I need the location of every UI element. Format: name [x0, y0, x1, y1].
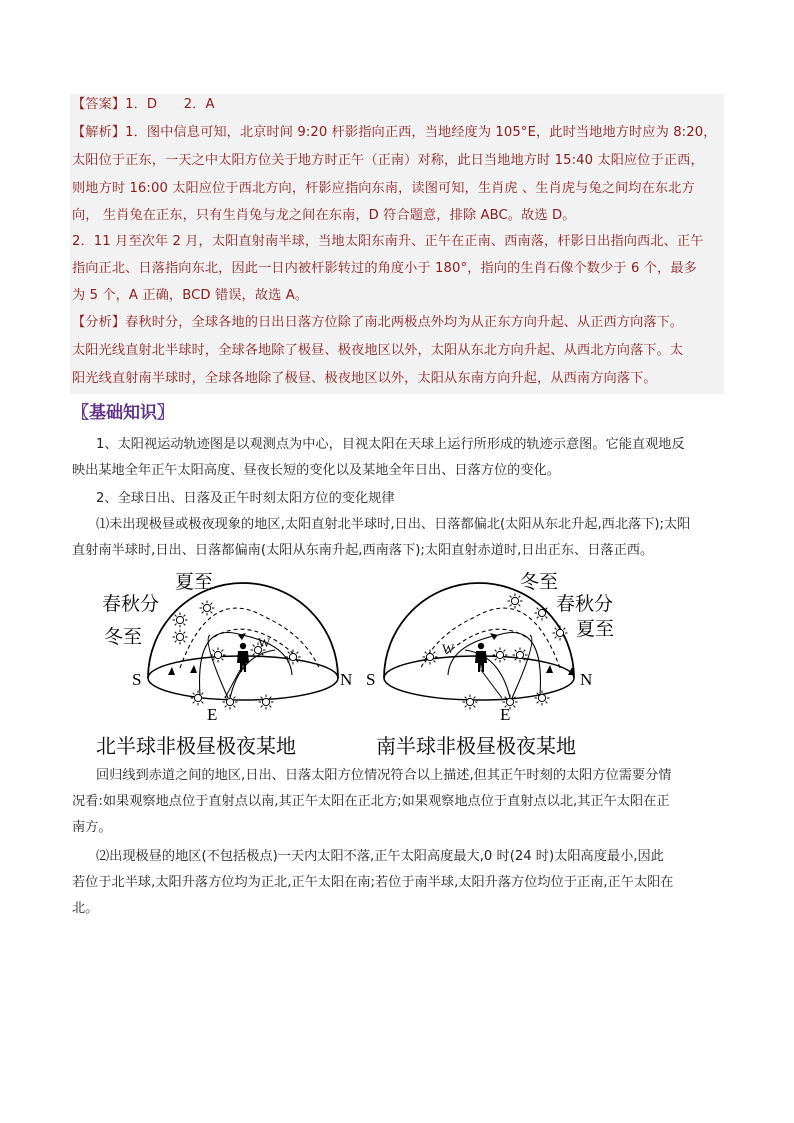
label-west: W [442, 641, 455, 656]
paragraph-line: 直射南半球时,日出、日落都偏南(太阳从东南升起,西南落下);太阳直射赤道时,日出正东、日落正西。 [72, 543, 654, 558]
summary-line: 【分析】春秋时分，全球各地的日出日落方位除了南北两极点外均为从正东方向升起、从正西方向落下。 [72, 315, 684, 330]
label-equinox: 春秋分 [556, 594, 614, 615]
label-summer-solstice: 夏至 [175, 572, 214, 593]
southern-hemisphere-diagram [366, 571, 614, 758]
analysis-line: 指向正北、日落指向东北，因此一日内被杆影转过的角度小于 180°，指向的生肖石像个数少于 6 个，最多 [72, 261, 697, 276]
summary-line: 太阳光线直射北半球时，全球各地除了极昼、极夜地区以外，太阳从东北方向升起、从西北方向落下。太 [72, 343, 684, 358]
paragraph-line: 映出某地全年正午太阳高度、昼夜长短的变化以及某地全年日出、日落方位的变化。 [72, 463, 560, 478]
paragraph-line: 况看:如果观察地点位于直射点以南,其正午太阳在正北方;如果观察地点位于直射点以北,其正午太阳在正 [72, 794, 670, 809]
analysis-line: 【解析】1．图中信息可知，北京时间 9:20 杆影指向正西，当地经度为 105°E，此时当地地方时应为 8:20， [72, 125, 717, 140]
label-east: E [207, 705, 218, 724]
label-north: N [340, 670, 353, 689]
label-equinox: 春秋分 [102, 594, 160, 615]
summary-line: 阳光线直射南半球时，全球各地除了极昼、极夜地区以外，太阳从东南方向升起，从西南方向落下。 [72, 371, 657, 386]
analysis-line: 太阳位于正东，一天之中太阳方位关于地方时正午（正南）对称，此日当地地方时 15:40 太阳应位于正西， [72, 153, 704, 168]
analysis-line: 2．11 月至次年 2 月，太阳直射南半球，当地太阳东南升、正午在正南、西南落，杆影日出指向西北、正午 [72, 234, 704, 249]
label-south: S [132, 670, 142, 689]
sun-path-figure [90, 565, 650, 765]
section-title: 〖基础知识〗 [72, 403, 174, 423]
answer-line: 【答案】1．D 2．A [72, 97, 215, 112]
label-west: W [258, 635, 271, 650]
paragraph-line: 若位于北半球,太阳升落方位均为正北,正午太阳在南;若位于南半球,太阳升落方位均位于正南,正午太阳在 [72, 875, 674, 890]
label-north: N [580, 670, 593, 689]
paragraph-line: 南方。 [72, 820, 112, 835]
caption-south: 南半球非极昼极夜某地 [376, 736, 576, 758]
analysis-line: 向， 生肖兔在正东，只有生肖兔与龙之间在东南，D 符合题意，排除 ABC。故选 D。 [72, 208, 576, 223]
label-south: S [366, 670, 376, 689]
paragraph-line: ⑵出现极昼的地区(不包括极点)一天内太阳不落,正午太阳高度最大,0 时(24 时)太阳高度最小,因此 [96, 849, 664, 864]
label-east: E [500, 705, 511, 724]
paragraph-line: 北。 [72, 901, 99, 916]
paragraph-line: 回归线到赤道之间的地区,日出、日落太阳方位情况符合以上描述,但其正午时刻的太阳方位需要分情 [96, 768, 672, 783]
analysis-line: 则地方时 16:00 太阳应位于西北方向，杆影应指向东南，读图可知，生肖虎 、生肖虎与兔之间均在东北方 [72, 181, 695, 196]
analysis-line: 为 5 个，A 正确，BCD 错误，故选 A。 [72, 288, 309, 303]
northern-hemisphere-diagram [96, 571, 352, 758]
paragraph-line: 2、全球日出、日落及正午时刻太阳方位的变化规律 [96, 491, 395, 506]
label-summer-solstice: 夏至 [576, 619, 615, 640]
paragraph-line: ⑴未出现极昼或极夜现象的地区,太阳直射北半球时,日出、日落都偏北(太阳从东北升起,西北落下);太阳 [96, 517, 691, 532]
label-winter-solstice: 冬至 [520, 572, 559, 593]
label-winter-solstice: 冬至 [104, 627, 143, 648]
paragraph-line: 1、太阳视运动轨迹图是以观测点为中心，目视太阳在天球上运行所形成的轨迹示意图。它能直观地反 [96, 437, 685, 452]
caption-north: 北半球非极昼极夜某地 [96, 736, 296, 758]
